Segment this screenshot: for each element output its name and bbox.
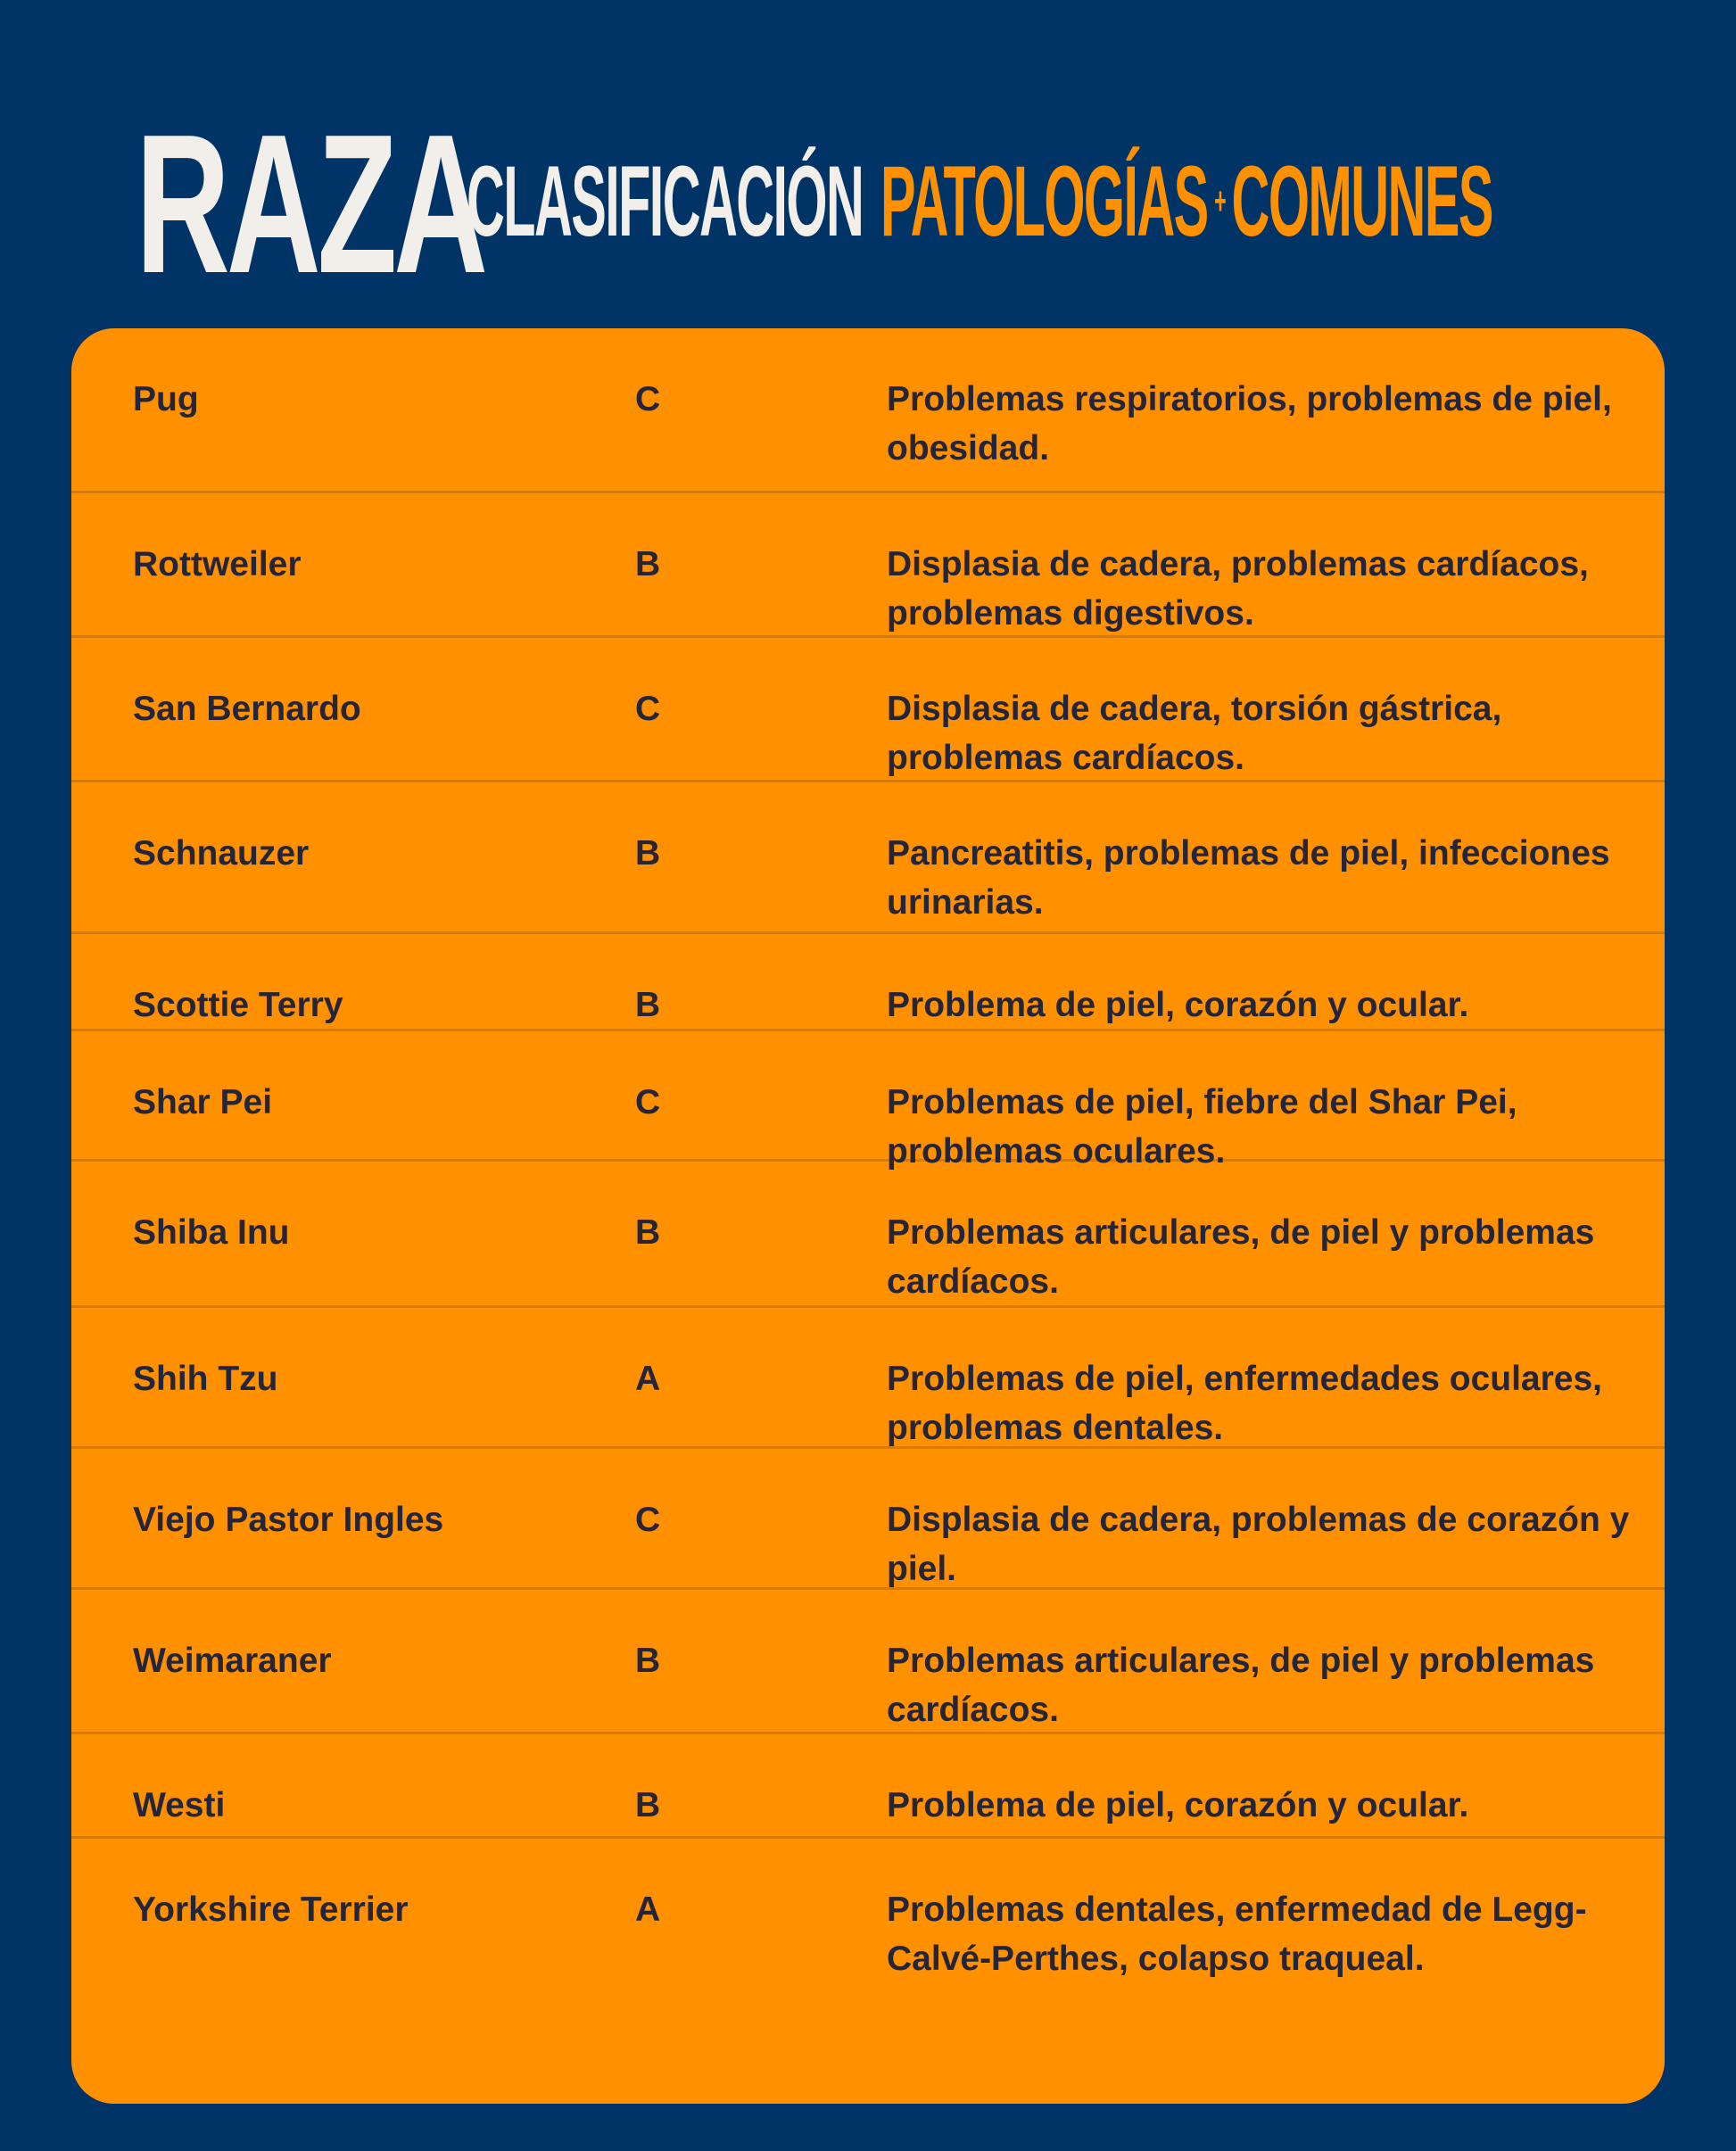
breed-name: Shiba Inu	[133, 1213, 290, 1252]
table-row	[71, 1449, 1665, 1590]
breed-pathologies: Displasia de cadera, problemas cardíacos, problemas digestivos.	[887, 545, 1589, 633]
breed-name: San Bernardo	[133, 690, 361, 728]
breed-classification: B	[635, 1642, 661, 1680]
breed-name: Weimaraner	[133, 1642, 332, 1680]
table-row	[71, 638, 1665, 782]
breed-classification: B	[635, 986, 661, 1024]
breed-name: Pug	[133, 380, 199, 418]
breed-name: Schnauzer	[133, 834, 310, 873]
breed-name: Shar Pei	[133, 1083, 273, 1121]
column-header-patologias	[880, 145, 1492, 257]
breed-pathologies: Problemas articulares, de piel y problemas cardíacos.	[887, 1642, 1595, 1729]
table-row	[71, 1162, 1665, 1308]
table-row	[71, 1839, 1665, 2104]
breed-name: Shih Tzu	[133, 1360, 278, 1398]
column-header-clasificacion: CLASIFICACIÓN	[467, 145, 864, 257]
breed-pathologies: Displasia de cadera, torsión gástrica, problemas cardíacos.	[887, 690, 1502, 777]
breed-table	[71, 328, 1665, 2104]
patologias-label: PATOLOGÍAS	[880, 145, 1208, 257]
breed-pathologies: Problemas respiratorios, problemas de piel, obesidad.	[887, 380, 1612, 467]
plus-sign: +	[1214, 179, 1226, 223]
column-header-raza: RAZA	[136, 94, 485, 315]
breed-classification: B	[635, 834, 661, 873]
table-header	[0, 0, 1736, 315]
breed-name: Viejo Pastor Ingles	[133, 1501, 444, 1539]
breed-pathologies: Problemas dentales, enfermedad de Legg-Calvé-Perthes, colapso traqueal.	[887, 1890, 1587, 1978]
breed-name: Rottweiler	[133, 545, 302, 583]
breed-pathologies: Displasia de cadera, problemas de corazón y piel.	[887, 1501, 1630, 1588]
breed-classification: B	[635, 1213, 661, 1252]
table-row	[71, 1734, 1665, 1839]
breed-pathologies: Problemas de piel, enfermedades oculares, problemas dentales.	[887, 1360, 1602, 1447]
table-row	[71, 934, 1665, 1031]
breed-classification: B	[635, 1786, 661, 1824]
breed-classification: B	[635, 545, 661, 583]
breed-classification: C	[635, 1501, 661, 1539]
table-row	[71, 1590, 1665, 1734]
table-row	[71, 328, 1665, 493]
breed-name: Yorkshire Terrier	[133, 1890, 409, 1929]
breed-pathologies: Problemas articulares, de piel y problemas cardíacos.	[887, 1213, 1595, 1301]
breed-classification: A	[635, 1360, 661, 1398]
table-row	[71, 1308, 1665, 1449]
breed-classification: C	[635, 380, 661, 418]
breed-pathologies: Pancreatitis, problemas de piel, infecciones urinarias.	[887, 834, 1610, 922]
breed-pathologies: Problemas de piel, fiebre del Shar Pei, problemas oculares.	[887, 1083, 1517, 1171]
breed-classification: A	[635, 1890, 661, 1929]
table-row	[71, 493, 1665, 638]
comunes-label: COMUNES	[1231, 145, 1492, 257]
breed-classification: C	[635, 1083, 661, 1121]
breed-name: Scottie Terry	[133, 986, 343, 1024]
table-row	[71, 782, 1665, 934]
breed-name: Westi	[133, 1786, 226, 1824]
table-row	[71, 1031, 1665, 1171]
breed-pathologies: Problema de piel, corazón y ocular.	[887, 1786, 1469, 1824]
breed-pathologies: Problema de piel, corazón y ocular.	[887, 986, 1469, 1024]
breed-classification: C	[635, 690, 661, 728]
